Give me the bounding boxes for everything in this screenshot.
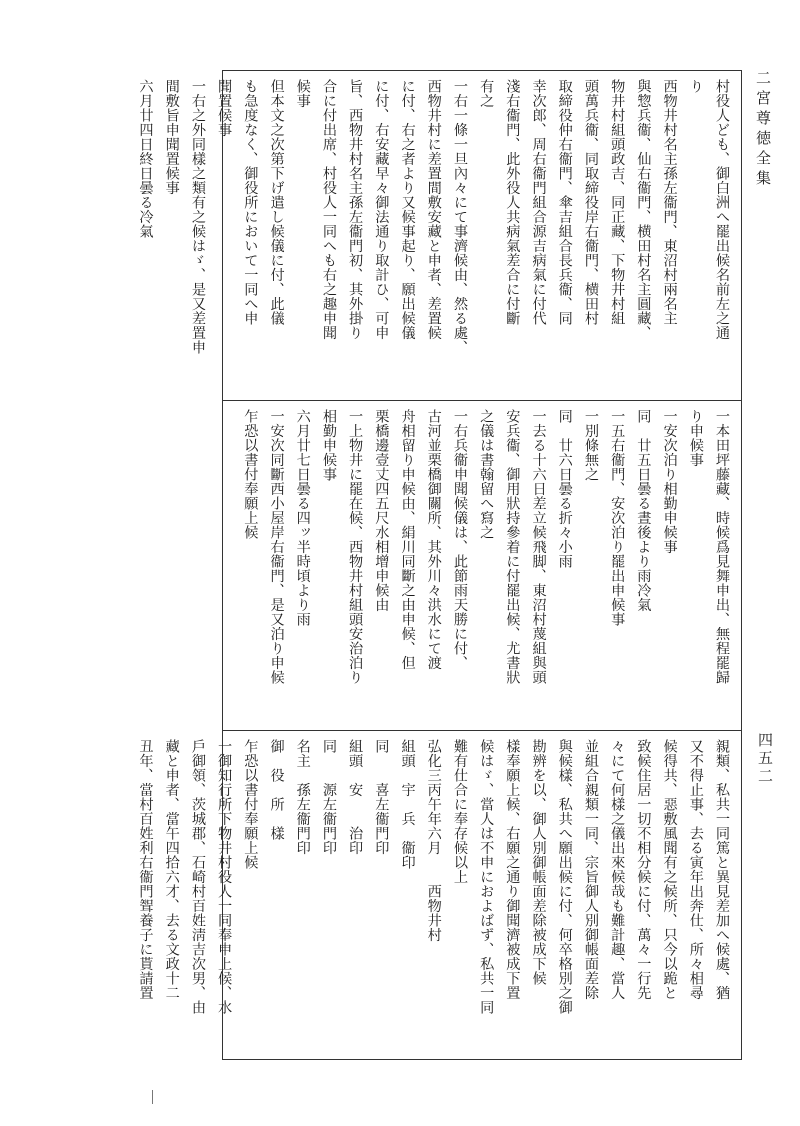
text-line: 致候住居一切不相分候に付、萬々一行先 (635, 739, 652, 1000)
text-line: 一本田坪藤藏、時候爲見舞申出、無程罷歸 (714, 409, 730, 685)
text-line: 一去る十六日差立候飛脚、東沼村蔑組與頭 (530, 409, 547, 685)
text-line: 一右兵衞申聞候儀は、此節雨天勝に付、 (451, 409, 468, 670)
text-line: 同 廿五日曇る晝後より雨冷氣 (635, 409, 652, 612)
text-line: 一御知行所下物井村役人一同奉申上候、水 (216, 739, 233, 1015)
text-line: 同 源左衞門印 (320, 739, 337, 855)
text-line: 合に付出席、村役人一同へも右之趣申聞 (320, 79, 337, 340)
text-line: 勘辨を以、御人別御帳面差除被成下候 (530, 739, 547, 986)
text-line: 與惣兵衞、仙右衞門、横田村名主圓藏、 (635, 79, 652, 340)
text-line: 難有仕合に奉存候以上 (451, 739, 468, 884)
text-line: 同 喜左衞門印 (373, 739, 390, 855)
text-line: 又不得止事、去る寅年出奔仕、所々相尋 (687, 739, 704, 1000)
text-line: 取締役仲右衞門、傘吉組合長兵衞、同 (556, 79, 573, 326)
text-line: 六月廿四日終日曇る冷氣 (137, 79, 154, 239)
text-line: 一安次泊り相勤申候事 (661, 409, 678, 554)
text-line: 舟相留り申候由、絹川同斷之由申候、但 (399, 409, 416, 670)
tier-lower-text (132, 739, 735, 1053)
text-line: 組頭 安 治印 (347, 739, 364, 855)
text-line: に付、右安藏早々御法通り取計ひ、可申 (373, 79, 390, 340)
text-line: 西物井村名主孫左衞門、東沼村兩名主 (661, 79, 678, 326)
text-line: 一安次同斷西小屋岸右衞門、是又泊り申候 (268, 409, 285, 685)
text-line: 六月廿七日曇る四ッ半時頃より雨 (294, 409, 311, 627)
text-line: 一右之外同樣之類有之候はゞ、是又差置申 (189, 79, 206, 355)
page-frame (137, 70, 742, 1060)
text-line: 同 廿六日曇る折々小雨 (556, 409, 573, 569)
text-line: 一五右衞門、安次泊り罷出申候事 (609, 409, 626, 627)
text-line: に付、右之者より又候事起り、願出候儀 (399, 79, 416, 340)
text-line: 丑年、當村百姓利右衞門聟養子に貰請置 (137, 739, 154, 1000)
text-line: 藏と申者、當午四拾六才、去る文政十二 (163, 739, 180, 1000)
text-line: 但本文之次第下げ遣し候儀に付、此儀 (268, 79, 285, 326)
tier-lower (137, 731, 741, 1059)
text-line: 弘化三丙午年六月 西物井村 (425, 739, 442, 942)
text-line: 名主 孫左衞門印 (294, 739, 311, 855)
text-line: 西物井村に差置間敷安藏と申者、差置候 (425, 79, 442, 340)
text-line: 頭萬兵衞、同取締役岸右衞門、横田村 (582, 79, 599, 326)
tier-middle (223, 401, 741, 731)
text-line: 乍恐以書付奉願上候 (242, 739, 259, 870)
scan-mark (152, 1090, 153, 1104)
text-line: 有之 (478, 79, 495, 108)
text-line: り申候事 (687, 409, 704, 467)
text-line: 幸次郎、周右衞門組合源吉病氣に付代 (530, 79, 547, 326)
text-line: 之儀は書翰留へ寫之 (478, 409, 495, 540)
text-line: り (687, 79, 704, 94)
text-line: 相勤申候事 (320, 409, 337, 482)
text-line: 親類、私共一同篤と異見差加へ候處、猶 (714, 739, 730, 1000)
text-line: 村役人ども、御白洲へ罷出候名前左之通 (714, 79, 730, 340)
text-line: 聞置候事 (216, 79, 233, 137)
text-line: 組頭 宇 兵 衞印 (399, 739, 416, 870)
text-line: 並組合親類一同、宗旨御人別御帳面差除 (582, 739, 599, 1000)
text-line: も急度なく、御役所において一同へ申 (242, 79, 259, 326)
text-line: 樣奉願上候、右願之通り御聞濟被成下置 (504, 739, 521, 1000)
text-line: 安兵衞、御用狀持參着に付罷出候、尤書狀 (504, 409, 521, 685)
tier-middle-text (237, 409, 735, 724)
tier-upper-text (132, 79, 735, 394)
text-line: 物井村組頭政吉、同正藏、下物井村組 (609, 79, 626, 326)
text-line: 一別條無之 (582, 409, 599, 482)
text-line: 淺右衞門、此外役人共病氣差合に付斷 (504, 79, 521, 326)
text-line: 一右一條一旦內々にて事濟候由、然る處、 (451, 79, 468, 355)
running-title: 二宮尊徳全集 (754, 70, 772, 190)
text-line: 々にて何樣之儀出來候哉も難計趣、當人 (609, 739, 626, 1000)
text-line: 一上物井に罷在候、西物井村組頭安治泊り (347, 409, 364, 685)
text-line: 旨、西物井村名主孫左衞門初、其外掛り (347, 79, 364, 340)
tier-upper (137, 71, 741, 401)
text-line: 間敷旨申聞置候事 (163, 79, 180, 195)
text-line: 候事 (294, 79, 311, 108)
text-line: 候はゞ、當人は不申におよばず、私共一同 (478, 739, 495, 1015)
text-line: 栗橋邊壹丈四五尺水相增申候由 (373, 409, 390, 612)
text-line: 戶御領、茨城郡、石崎村百姓淸吉次男、由 (189, 739, 206, 1015)
text-line: 與候樣、私共へ願出候に付、何卒格別之御 (556, 739, 573, 1015)
text-line: 乍恐以書付奉願上候 (242, 409, 259, 540)
text-line: 候得共、惡敷風聞有之候所、只今以跪と (661, 739, 678, 1000)
text-line: 御 役 所 樣 (268, 739, 285, 841)
text-line: 古河並栗橋御關所、其外川々洪水にて渡 (425, 409, 442, 670)
page-number: 四五二 (756, 732, 774, 786)
